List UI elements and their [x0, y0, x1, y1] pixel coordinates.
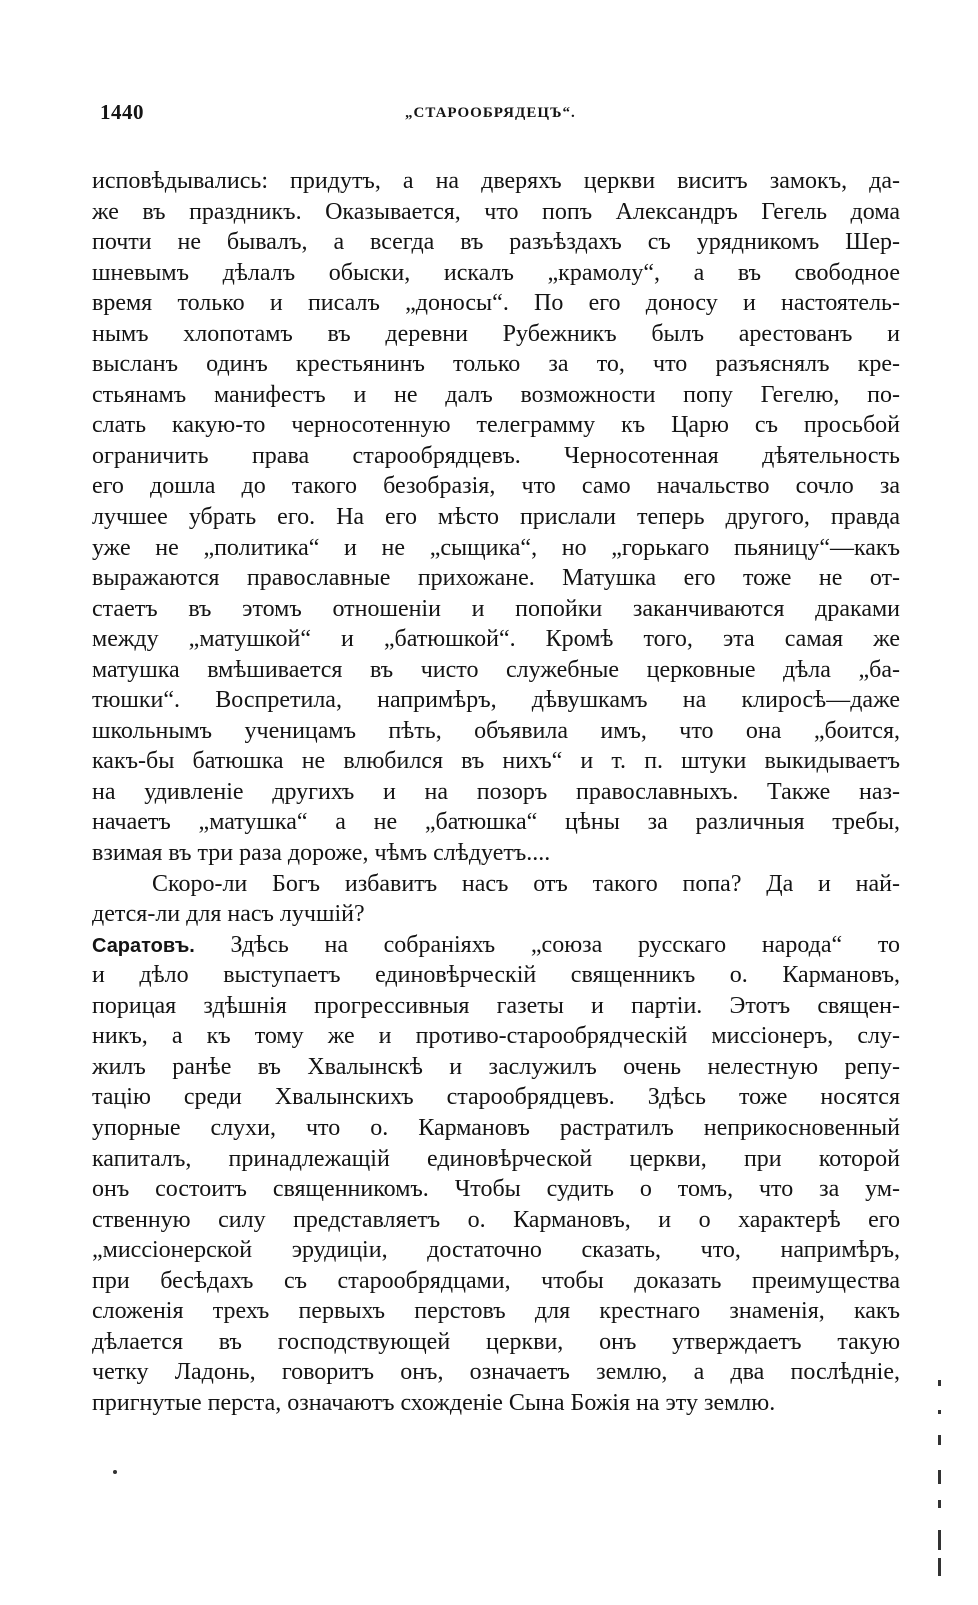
- text-line: [92, 624, 900, 655]
- line-text: его дошла до такого безобразія, что само начальство сочло за: [92, 473, 900, 500]
- text-line: [92, 899, 900, 930]
- line-text: упорные слухи, что о. Кармановъ растратилъ неприкосновенный: [92, 1114, 900, 1141]
- page-header: [100, 100, 900, 130]
- text-line: [92, 563, 900, 594]
- text-line: [92, 1205, 900, 1236]
- line-text: стаетъ въ этомъ отношеніи и попойки заканчиваются драками: [92, 595, 900, 622]
- text-line: [92, 349, 900, 380]
- text-line: [92, 227, 900, 258]
- line-text: „миссіонерской эрудиціи, достаточно сказать, что, напримѣръ,: [92, 1237, 900, 1264]
- line-text: исповѣдывались: придутъ, а на дверяхъ церкви виситъ замокъ, да-: [92, 168, 900, 194]
- text-line: [92, 441, 900, 472]
- line-text: Здѣсь на собраніяхъ „союза русскаго народа“ то: [194, 931, 900, 958]
- text-line: [92, 1235, 900, 1266]
- line-text: лучшее убрать его. На его мѣсто прислали теперь другого, правда: [92, 504, 900, 531]
- text-line: [92, 594, 900, 625]
- print-speck: [113, 1470, 117, 1474]
- line-text: какъ-бы батюшка не влюбился въ нихъ“ и т. п. штуки выкидываетъ: [92, 748, 900, 775]
- text-line: [92, 502, 900, 533]
- line-text: ственную силу представляетъ о. Кармановъ, и о характерѣ его: [92, 1206, 900, 1233]
- line-text: жилъ ранѣе въ Хвалынскѣ и заслужилъ очень нелестную репу-: [92, 1053, 900, 1080]
- line-text: дется-ли для насъ лучшій?: [92, 901, 365, 928]
- line-text: тюшки“. Воспретила, напримѣръ, дѣвушкамъ на клиросѣ—даже: [92, 687, 900, 714]
- paragraph-lead: Саратовъ.: [92, 934, 195, 957]
- line-text: школьнымъ ученицамъ пѣть, объявила имъ, что она „боится,: [92, 717, 900, 744]
- line-text: ограничить права старообрядцевъ. Черносотенная дѣятельность: [92, 442, 900, 469]
- text-line: [92, 1144, 900, 1175]
- text-line: [92, 533, 900, 564]
- text-line: [92, 1021, 900, 1052]
- line-text: капиталъ, принадлежащій единовѣрческой церкви, при которой: [92, 1145, 900, 1172]
- text-line: [92, 1327, 900, 1358]
- text-line: [92, 869, 900, 900]
- text-line: [92, 1113, 900, 1144]
- text-line: [92, 471, 900, 502]
- text-line: [92, 197, 900, 228]
- line-text: дѣлается въ господствующей церкви, онъ утверждаетъ такую: [92, 1328, 900, 1355]
- text-line: [92, 1052, 900, 1083]
- text-line: [92, 838, 900, 869]
- line-text: пригнутые перста, означаютъ схожденіе Сына Божія на эту землю.: [92, 1389, 776, 1416]
- page-number: 1440: [100, 100, 144, 124]
- text-line: [92, 1082, 900, 1113]
- text-line: [92, 960, 900, 991]
- text-line: [92, 1174, 900, 1205]
- line-text: взимая въ три раза дороже, чѣмъ слѣдуетъ....: [92, 840, 551, 867]
- line-text: матушка вмѣшивается въ чисто служебные церковные дѣла „ба-: [92, 656, 900, 683]
- text-line: [92, 1388, 900, 1419]
- text-line: [92, 380, 900, 411]
- line-text: стьянамъ манифестъ и не далъ возможности попу Гегелю, по-: [92, 381, 900, 408]
- text-line: [92, 807, 900, 838]
- line-text: высланъ одинъ крестьянинъ только за то, что разъяснялъ кре-: [92, 351, 900, 378]
- text-line: [92, 655, 900, 686]
- text-line: [92, 777, 900, 808]
- line-text: же въ праздникъ. Оказывается, что попъ Александръ Гегель дома: [92, 198, 900, 225]
- line-text: почти не бывалъ, а всегда въ разъѣздахъ съ урядникомъ Шер-: [92, 229, 900, 256]
- line-text: начаетъ „матушка“ а не „батюшка“ цѣны за различныя требы,: [92, 809, 900, 836]
- line-text: слать какую-то черносотенную телеграмму къ Царю съ просьбой: [92, 412, 900, 439]
- line-text: время только и писалъ „доносы“. По его доносу и настоятель-: [92, 290, 900, 317]
- text-line: [92, 410, 900, 441]
- text-line: [92, 991, 900, 1022]
- line-text: выражаются православные прихожане. Матушка его тоже не от-: [92, 565, 900, 592]
- text-line: [92, 685, 900, 716]
- running-title: „СТАРООБРЯДЕЦЪ“.: [405, 105, 576, 121]
- margin-scan-artifact: [930, 1380, 950, 1580]
- line-text: сложенія трехъ первыхъ перстовъ для крестнаго знаменія, какъ: [92, 1298, 900, 1325]
- line-text: шневымъ дѣлалъ обыски, искалъ „крамолу“, а въ свободное: [92, 259, 900, 286]
- line-text: при бесѣдахъ съ старообрядцами, чтобы доказать преимущества: [92, 1267, 900, 1294]
- line-text: никъ, а къ тому же и противо-старообрядческій миссіонеръ, слу-: [92, 1023, 900, 1050]
- line-text: порицая здѣшнія прогрессивныя газеты и партіи. Этотъ священ-: [92, 992, 900, 1019]
- text-line: [92, 746, 900, 777]
- text-line: [92, 716, 900, 747]
- text-line: [92, 930, 900, 961]
- body-text: [92, 166, 900, 1418]
- line-text: четку Ладонь, говоритъ онъ, означаетъ землю, а два послѣдніе,: [92, 1359, 900, 1386]
- line-text: и дѣло выступаетъ единовѣрческій священникъ о. Кармановъ,: [92, 962, 900, 989]
- line-text: между „матушкой“ и „батюшкой“. Кромѣ того, эта самая же: [92, 626, 900, 653]
- text-line: [92, 1357, 900, 1388]
- line-text: нымъ хлопотамъ въ деревни Рубежникъ былъ арестованъ и: [92, 320, 900, 347]
- text-line: [92, 166, 900, 197]
- text-line: [92, 1296, 900, 1327]
- text-line: [92, 258, 900, 289]
- text-line: [92, 1266, 900, 1297]
- text-line: [92, 288, 900, 319]
- line-text: на удивленіе другихъ и на позоръ православныхъ. Также наз-: [92, 778, 900, 805]
- line-text: уже не „политика“ и не „сыщика“, но „горькаго пьяницу“—какъ: [92, 534, 900, 561]
- line-text: онъ состоитъ священникомъ. Чтобы судить о томъ, что за ум-: [92, 1176, 900, 1203]
- line-text: Скоро-ли Богъ избавитъ насъ отъ такого попа? Да и най-: [152, 870, 900, 897]
- paragraph-container: [92, 166, 900, 1418]
- line-text: тацію среди Хвалынскихъ старообрядцевъ. Здѣсь тоже носятся: [92, 1084, 900, 1111]
- text-line: [92, 319, 900, 350]
